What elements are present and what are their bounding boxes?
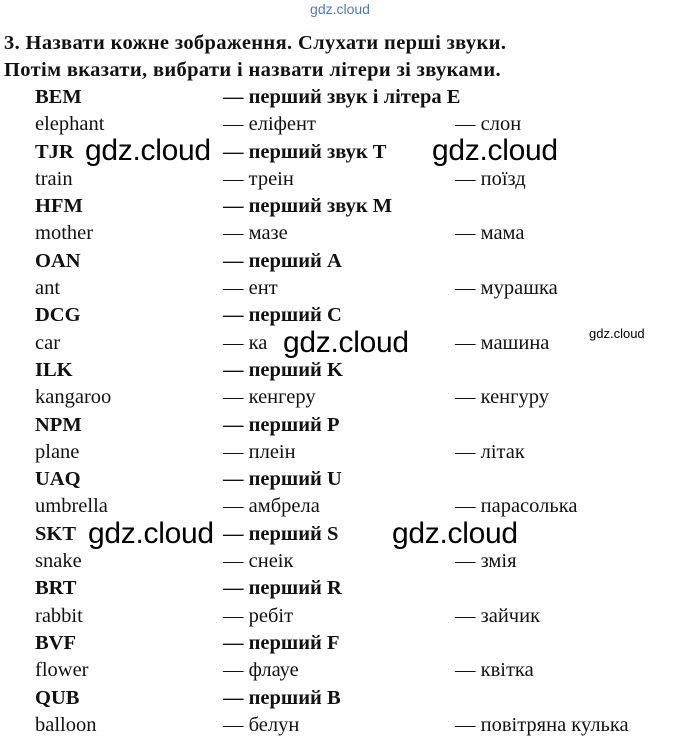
pronunciation-text: — перший S [223, 522, 339, 545]
word-text: BRT [35, 577, 77, 600]
pronunciation-text: — перший U [223, 468, 342, 491]
word-text: BVF [35, 631, 76, 654]
pronunciation-text: — ент [223, 277, 278, 300]
task-line-2: Потім вказати, вибрати і назвати літери зі звуками. [4, 59, 501, 81]
word-text: NPM [35, 413, 82, 436]
word-text: DCG [35, 304, 81, 327]
pronunciation-text: — белун [223, 713, 300, 736]
pronunciation-text: — плеін [223, 440, 296, 463]
word-text: train [35, 167, 73, 190]
translation-text: — змія [455, 550, 517, 573]
translation-text: — мурашка [455, 277, 558, 300]
pronunciation-text: — мазе [223, 222, 288, 245]
word-text: mother [35, 222, 94, 245]
translation-text: — кенгуру [455, 386, 550, 409]
word-text: OAN [35, 249, 81, 272]
word-text: snake [35, 550, 82, 573]
pronunciation-text: — треін [223, 167, 294, 190]
pronunciation-text: — снеік [223, 550, 294, 573]
word-text: car [35, 331, 61, 354]
watermark-overlay: gdz.cloud [85, 134, 211, 167]
word-text: HFM [35, 195, 83, 218]
word-text: kangaroo [35, 386, 112, 409]
pronunciation-text: — кенгеру [223, 386, 316, 409]
pronunciation-text: — амбрела [223, 495, 320, 518]
watermark-overlay: gdz.cloud [88, 517, 214, 550]
task-heading [4, 30, 674, 84]
word-text: SKT [35, 522, 77, 545]
word-text: BEM [35, 86, 82, 108]
translation-text: — слон [455, 113, 522, 136]
pronunciation-text: — перший звук T [223, 140, 387, 163]
pronunciation-text: — перший P [223, 413, 340, 436]
translation-text: — поїзд [455, 167, 526, 190]
pronunciation-text: — перший K [223, 358, 343, 381]
translation-text: — квітка [455, 659, 534, 682]
pronunciation-text: — перший звук і літера E [223, 86, 461, 108]
word-text: UAQ [35, 468, 81, 491]
pronunciation-text: — ребіт [223, 604, 294, 627]
translation-text: — зайчик [455, 604, 541, 627]
translation-text: — мама [455, 222, 525, 245]
word-text: QUB [35, 686, 80, 709]
translation-text: — літак [455, 440, 525, 463]
watermark-overlay: gdz.cloud [432, 134, 558, 167]
pronunciation-text: — перший B [223, 686, 341, 709]
translation-text: — парасолька [455, 495, 578, 518]
pronunciation-text: — флауе [223, 659, 299, 682]
pronunciation-text: — ка [223, 331, 268, 354]
word-text: plane [35, 440, 80, 463]
pronunciation-text: — еліфент [223, 113, 316, 136]
translation-text: — машина [455, 331, 550, 354]
word-text: ant [35, 277, 61, 300]
pronunciation-text: — перший C [223, 304, 342, 327]
translation-text: — повітряна кулька [455, 713, 629, 736]
word-text: flower [35, 659, 89, 682]
word-text: balloon [35, 713, 97, 736]
pronunciation-text: — перший A [223, 249, 342, 272]
word-text: rabbit [35, 604, 83, 627]
watermark-overlay: gdz.cloud [392, 517, 518, 550]
pronunciation-text: — перший F [223, 631, 340, 654]
word-text: TJR [35, 140, 74, 163]
pronunciation-text: — перший звук M [223, 195, 393, 218]
word-text: elephant [35, 113, 105, 136]
watermark-small: gdz.cloud [589, 326, 645, 341]
watermark-top: gdz.cloud [310, 1, 370, 17]
watermark-overlay: gdz.cloud [283, 326, 409, 359]
task-line-1: 3. Назвати кожне зображення. Слухати перші звуки. [4, 32, 507, 54]
word-text: umbrella [35, 495, 108, 518]
word-text: ILK [35, 358, 73, 381]
pronunciation-text: — перший R [223, 577, 342, 600]
